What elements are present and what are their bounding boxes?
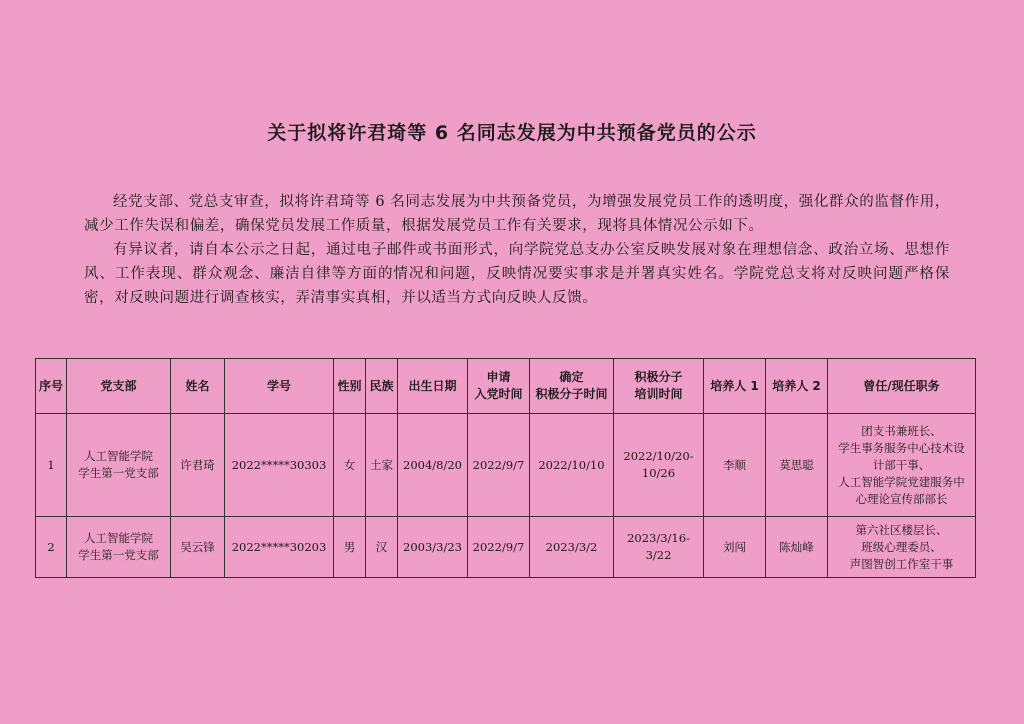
header-duties: 曾任/现任职务 (828, 359, 976, 414)
duty-line: 心理论宣传部部长 (855, 491, 948, 506)
cell-mentor-2: 陈灿峰 (766, 517, 828, 578)
cell-ethnicity: 土家 (366, 414, 398, 517)
header-ethnicity: 民族 (366, 359, 398, 414)
duty-line: 第六社区楼层长、 (855, 522, 948, 537)
header-apply (468, 359, 530, 414)
header-mentor-2: 培养人 2 (766, 359, 828, 414)
cell-branch-line2: 学生第一党支部 (78, 466, 159, 480)
candidate-table (35, 358, 976, 578)
cell-training (614, 517, 704, 578)
cell-branch-line1: 人工智能学院 (84, 531, 153, 545)
table-row (36, 517, 976, 578)
cell-name: 许君琦 (171, 414, 225, 517)
cell-duties (828, 414, 976, 517)
cell-confirm: 2023/3/2 (530, 517, 614, 578)
cell-duties (828, 517, 976, 578)
cell-birth: 2003/3/23 (398, 517, 468, 578)
cell-training-line1: 2022/10/20- (623, 449, 694, 463)
cell-training-line2: 10/26 (641, 466, 676, 480)
notice-body (84, 190, 950, 310)
cell-mentor-1: 李顺 (704, 414, 766, 517)
cell-ethnicity: 汉 (366, 517, 398, 578)
header-branch: 党支部 (67, 359, 171, 414)
cell-seq: 1 (36, 414, 67, 517)
page-title: 关于拟将许君琦等 6 名同志发展为中共预备党员的公示 (267, 122, 757, 144)
cell-branch (67, 517, 171, 578)
header-apply-line1: 申请 (486, 370, 511, 384)
header-confirm-line2: 积极分子时间 (535, 387, 608, 401)
duty-line: 计部干事、 (872, 457, 931, 472)
header-birth: 出生日期 (398, 359, 468, 414)
header-mentor-1: 培养人 1 (704, 359, 766, 414)
duty-line: 声图智创工作室干事 (849, 556, 954, 571)
header-confirm (530, 359, 614, 414)
header-training (614, 359, 704, 414)
cell-training-line1: 2023/3/16- (627, 531, 690, 545)
cell-gender: 女 (334, 414, 366, 517)
duty-line: 学生事务服务中心技术设 (838, 440, 965, 455)
cell-confirm: 2022/10/10 (530, 414, 614, 517)
cell-birth: 2004/8/20 (398, 414, 468, 517)
table-row (36, 414, 976, 517)
cell-branch-line2: 学生第一党支部 (78, 548, 159, 562)
duty-line: 班级心理委员、 (861, 539, 942, 554)
cell-branch-line1: 人工智能学院 (84, 449, 153, 463)
header-training-line2: 培训时间 (634, 387, 683, 401)
header-apply-line2: 入党时间 (474, 387, 523, 401)
cell-seq: 2 (36, 517, 67, 578)
header-confirm-line1: 确定 (559, 370, 584, 384)
cell-mentor-2: 莫思聪 (766, 414, 828, 517)
header-name: 姓名 (171, 359, 225, 414)
header-seq: 序号 (36, 359, 67, 414)
cell-apply: 2022/9/7 (468, 517, 530, 578)
cell-apply: 2022/9/7 (468, 414, 530, 517)
paragraph-objection: 有异议者，请自本公示之日起，通过电子邮件或书面形式，向学院党总支办公室反映发展对象在理想信念、政治立场、思想作风、工作表现、群众观念、廉洁自律等方面的情况和问题，反映情况要实事求是并署真实姓名。学院党总支将对反映问题严格保密，对反映问题进行调查核实，弄清事实真相，并以适当方式向反映人反馈。 (84, 242, 950, 306)
paragraph-intro: 经党支部、党总支审查，拟将许君琦等 6 名同志发展为中共预备党员，为增强发展党员工作的透明度，强化群众的监督作用，减少工作失误和偏差，确保党员发展工作质量，根据发展党员工作有关要求，现将具体情况公示如下。 (84, 194, 950, 234)
duty-line: 团支书兼班长、 (861, 423, 942, 438)
header-gender: 性别 (334, 359, 366, 414)
header-training-line1: 积极分子 (634, 370, 683, 384)
cell-student-id: 2022*****30303 (225, 414, 334, 517)
cell-name: 吴云锋 (171, 517, 225, 578)
cell-training (614, 414, 704, 517)
cell-student-id: 2022*****30203 (225, 517, 334, 578)
cell-gender: 男 (334, 517, 366, 578)
cell-mentor-1: 刘闯 (704, 517, 766, 578)
header-student-id: 学号 (225, 359, 334, 414)
cell-training-line2: 3/22 (645, 548, 672, 562)
cell-branch (67, 414, 171, 517)
table-header-row (36, 359, 976, 414)
duty-line: 人工智能学院党建服务中 (838, 474, 965, 489)
